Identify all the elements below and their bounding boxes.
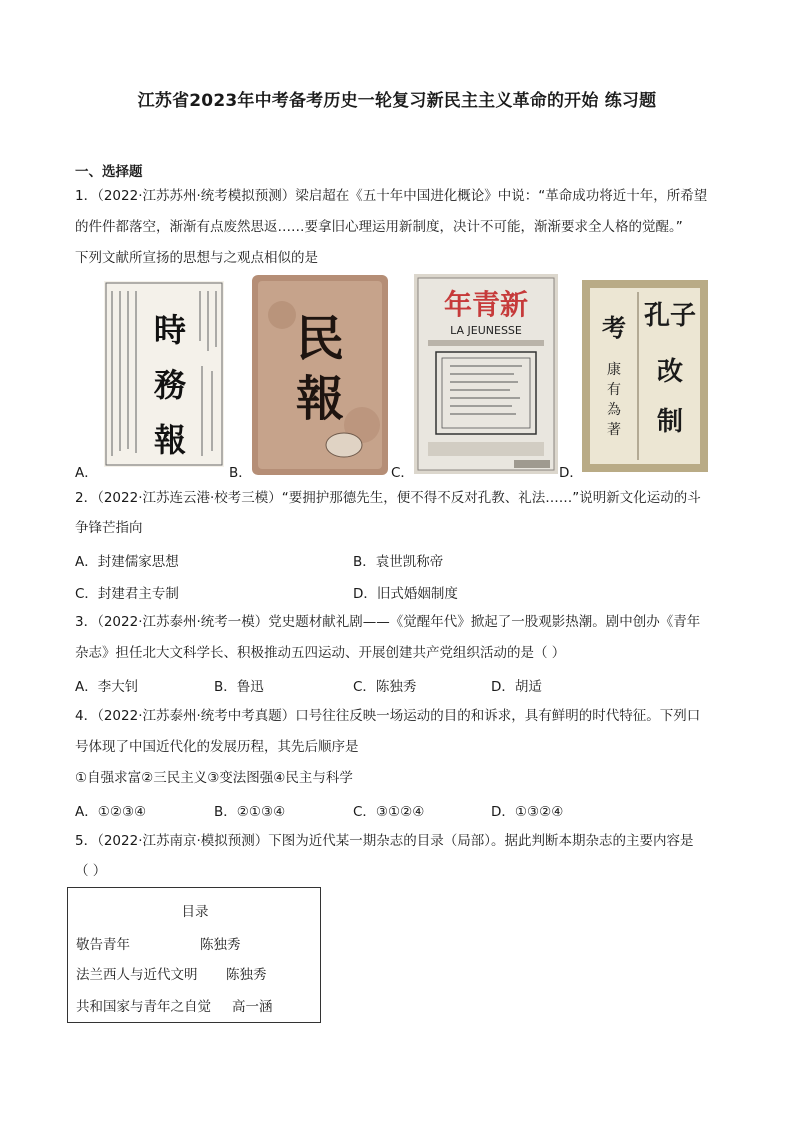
xinqingnian-title-icon: 年青新: [443, 288, 529, 321]
kangyouwei-char-2: 有: [607, 382, 621, 398]
q1-image-c: [414, 274, 558, 474]
kongzi-char-1: 孔子: [643, 301, 697, 331]
toc-row-article: 敬告青年: [76, 937, 130, 953]
q5-text-line-1: 5．（2022·江苏南京·模拟预测）下图为近代某一期杂志的目录（局部）。据此判断本期杂志的主要内容是: [75, 833, 694, 849]
toc-row-article: 法兰西人与近代文明: [76, 967, 198, 983]
q5-table-of-contents: [67, 887, 321, 1023]
toc-title: 目录: [181, 904, 209, 920]
kangyouwei-char-1: 康: [607, 362, 621, 378]
q1-text-line-2: 的件件都落空，渐渐有点废然思返……要拿旧心理运用新制度，决计不可能，渐渐要求全人格的觉醒。”: [75, 219, 683, 235]
q4-text-line-2: 号体现了中国近代化的发展历程，其先后顺序是: [75, 739, 359, 755]
q1-option-c[interactable]: C．: [391, 465, 414, 481]
q1-text-line-3: 下列文献所宣扬的思想与之观点相似的是: [75, 250, 318, 266]
shiwubao-char-2: 務: [153, 366, 187, 404]
q3-text-line-2: 杂志》担任北大文科学长、积极推动五四运动、开展创建共产党组织活动的是（ ）: [75, 645, 566, 661]
toc-row-author: 陈独秀: [226, 967, 267, 983]
kongzi-char-2: 改: [656, 357, 684, 387]
q3-option-c[interactable]: C．陈独秀: [353, 679, 417, 695]
kangyouwei-char-4: 著: [607, 422, 621, 438]
q1-image-b: [252, 275, 388, 475]
toc-row-author: 陈独秀: [200, 937, 241, 953]
q3-option-a[interactable]: A．李大钊: [75, 679, 139, 695]
shiwubao-char-3: 報: [153, 421, 187, 459]
q3-option-b[interactable]: B．鲁迅: [214, 679, 264, 695]
q1-option-d[interactable]: D．: [559, 465, 583, 481]
q5-text-line-2: （ ）: [75, 863, 107, 879]
q1-text-line-1: 1．（2022·江苏苏州·统考模拟预测）梁启超在《五十年中国进化概论》中说：“革命成功将近十年，所希望: [75, 188, 708, 204]
minbao-char-1: 民: [295, 311, 345, 367]
q4-option-b[interactable]: B．②①③④: [214, 804, 286, 820]
q4-option-d[interactable]: D．①③②④: [491, 804, 564, 820]
toc-row-author: 高一涵: [232, 999, 273, 1015]
q3-option-d[interactable]: D．胡适: [491, 679, 542, 695]
q4-option-c[interactable]: C．③①②④: [353, 804, 425, 820]
q2-option-a[interactable]: A．封建儒家思想: [75, 554, 179, 570]
toc-row-article: 共和国家与青年之自觉: [76, 999, 211, 1015]
kongzi-char-3: 制: [656, 407, 684, 437]
q2-option-b[interactable]: B．袁世凯称帝: [353, 554, 444, 570]
page-title: 江苏省2023年中考备考历史一轮复习新民主主义革命的开始 练习题: [137, 91, 657, 111]
minbao-char-2: 報: [295, 371, 345, 427]
q2-option-d[interactable]: D．旧式婚姻制度: [353, 586, 458, 602]
kangyouwei-char-3: 為: [607, 402, 621, 418]
q1-image-d: [582, 280, 708, 472]
shiwubao-char-1: 時: [153, 311, 187, 349]
kongzi-char-4: 考: [602, 313, 626, 342]
q2-option-c[interactable]: C．封建君主专制: [75, 586, 179, 602]
q4-option-a[interactable]: A．①②③④: [75, 804, 147, 820]
q1-image-a: [104, 281, 224, 467]
q2-text-line-2: 争锋芒指向: [75, 520, 143, 536]
la-jeunesse-label: LA JEUNESSE: [450, 324, 522, 337]
q4-text-line-1: 4．（2022·江苏泰州·统考中考真题）口号往往反映一场运动的目的和诉求，具有鲜明的时代特征。下列口: [75, 708, 701, 724]
q1-option-b[interactable]: B．: [229, 465, 252, 481]
q1-option-a[interactable]: A．: [75, 465, 98, 481]
q2-text-line-1: 2．（2022·江苏连云港·校考三模）“要拥护那德先生，便不得不反对孔教、礼法……”说明新文化运动的斗: [75, 490, 701, 506]
q4-text-line-3: ①自强求富②三民主义③变法图强④民主与科学: [75, 770, 353, 786]
q3-text-line-1: 3．（2022·江苏泰州·统考一模）党史题材献礼剧——《觉醒年代》掀起了一股观影热潮。剧中创办《青年: [75, 614, 701, 630]
section-heading: 一、选择题: [75, 164, 143, 180]
